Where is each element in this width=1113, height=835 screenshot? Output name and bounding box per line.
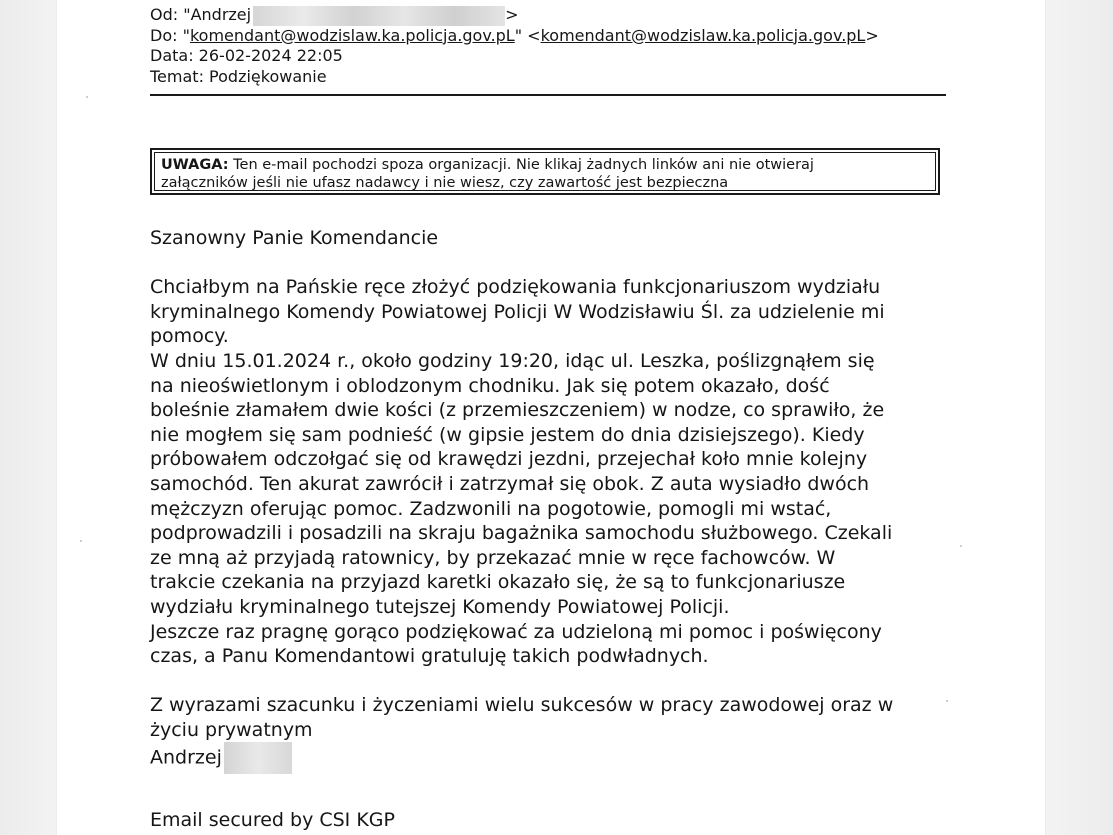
email-body bbox=[150, 226, 950, 767]
header-subject: Temat: Podziękowanie bbox=[150, 66, 327, 86]
to-label: Do: " bbox=[150, 25, 190, 45]
body-line: mężczyzn oferując pomoc. Zadzwonili na pogotowie, pomogli mi wstać, bbox=[150, 497, 832, 520]
from-label: Od: "Andrzej bbox=[150, 5, 252, 24]
redacted-surname bbox=[253, 6, 505, 26]
paragraph-gap bbox=[150, 251, 950, 276]
body-line: wydziału kryminalnego tutejszej Komendy Powiatowej Policji. bbox=[150, 595, 730, 618]
body-line: ze mną aż przyjadą ratownicy, by przekazać mnie w ręce fachowców. W bbox=[150, 546, 836, 569]
from-close: > bbox=[505, 5, 519, 24]
redacted-signature-surname bbox=[224, 742, 292, 774]
body-line: Chciałbym na Pańskie ręce złożyć podziękowania funkcjonariuszom wydziału bbox=[150, 276, 881, 299]
body-line: trakcie czekania na przyjazd karetki okazało się, że są to funkcjonariusze bbox=[150, 571, 846, 594]
body-line: kryminalnego Komendy Powiatowej Policji W Wodzisławiu Śl. za udzielenie mi bbox=[150, 300, 885, 323]
warning-line-1 bbox=[161, 156, 929, 174]
body-line: W dniu 15.01.2024 r., około godziny 19:20, idąc ul. Leszka, poślizgnąłem się bbox=[150, 349, 875, 372]
body-line: samochód. Ten akurat zawrócił i zatrzymał się obok. Z auta wysiadło dwóch bbox=[150, 472, 870, 495]
closing-line: życiu prywatnym bbox=[150, 718, 313, 741]
signature-line bbox=[150, 742, 950, 767]
to-close: > bbox=[865, 25, 879, 45]
body-line: próbowałem odczołgać się od krawędzi jezdni, przejechał koło mnie kolejny bbox=[150, 448, 868, 471]
body-line: podprowadzili i posadzili na skraju bagażnika samochodu służbowego. Czekali bbox=[150, 522, 893, 545]
warning-text-box bbox=[154, 152, 936, 191]
email-footer: Email secured by CSI KGP bbox=[150, 809, 395, 831]
signature-name: Andrzej bbox=[150, 746, 222, 769]
header-date: Data: 26-02-2024 22:05 bbox=[150, 46, 343, 65]
body-line: czas, a Panu Komendantowi gratuluję takich podwładnych. bbox=[150, 645, 709, 668]
header-to bbox=[150, 26, 940, 47]
greeting: Szanowny Panie Komendancie bbox=[150, 227, 439, 249]
header-divider bbox=[150, 94, 946, 96]
to-email-link[interactable]: komendant@wodzislaw.ka.policja.gov.pL bbox=[189, 25, 515, 45]
warning-label: UWAGA: bbox=[161, 157, 229, 173]
body-line: Jeszcze raz pragnę gorąco podziękować za udzieloną mi pomoc i poświęcony bbox=[150, 620, 882, 643]
body-line: boleśnie złamałem dwie kości (z przemieszczeniem) w nodze, co sprawiło, że bbox=[150, 399, 885, 422]
header-from bbox=[150, 5, 940, 26]
closing-line: Z wyrazami szacunku i życzeniami wielu sukcesów w pracy zawodowej oraz w bbox=[150, 694, 894, 717]
warning-line-2: załączników jeśli nie ufasz nadawcy i nie wiesz, czy zawartość jest bezpieczna bbox=[161, 175, 729, 191]
scan-speck bbox=[960, 545, 962, 547]
body-line: pomocy. bbox=[150, 325, 229, 348]
external-email-warning bbox=[150, 148, 940, 195]
body-line: na nieoświetlonym i oblodzonym chodniku. Jak się potem okazało, dość bbox=[150, 374, 830, 397]
warning-text-1: Ten e-mail pochodzi spoza organizacji. Nie klikaj żadnych linków ani nie otwieraj bbox=[228, 157, 814, 173]
scan-margin-left bbox=[0, 0, 57, 835]
scan-speck bbox=[86, 96, 88, 98]
body-line: nie mogłem się sam podnieść (w gipsie jestem do dnia dzisiejszego). Kiedy bbox=[150, 423, 865, 446]
scan-speck bbox=[946, 700, 948, 702]
to-email-link-2[interactable]: komendant@wodzislaw.ka.policja.gov.pL bbox=[540, 25, 866, 45]
email-header bbox=[150, 5, 940, 87]
paragraph-gap bbox=[150, 669, 950, 694]
to-mid: " < bbox=[514, 25, 541, 45]
scan-margin-right bbox=[1045, 0, 1113, 835]
scan-speck bbox=[80, 540, 82, 542]
